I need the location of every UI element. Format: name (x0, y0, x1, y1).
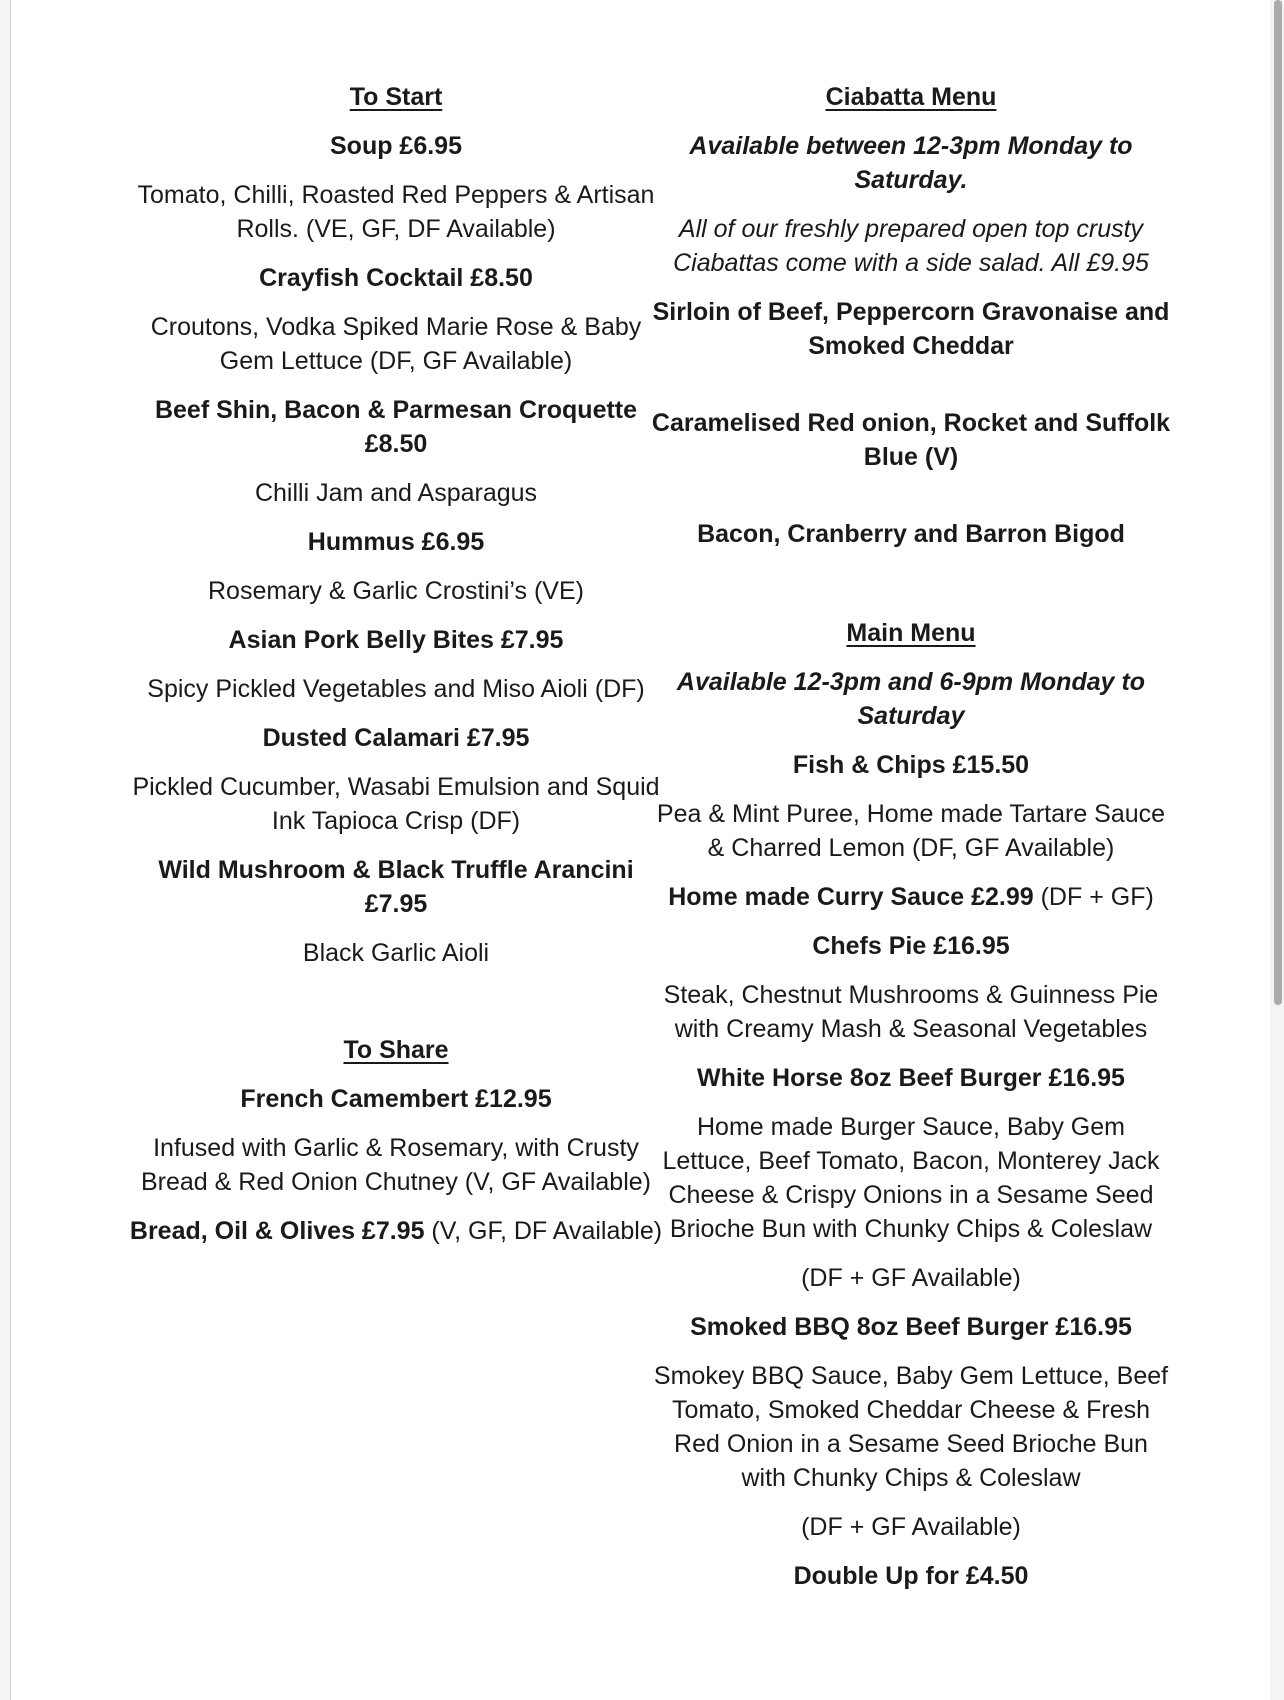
menu-item-line (129, 1214, 663, 1248)
to-share-heading: To Share (343, 1036, 449, 1064)
menu-item-line (651, 880, 1171, 914)
main-menu-heading: Main Menu (846, 619, 976, 647)
left-column (129, 80, 663, 1263)
menu-item-description: Pickled Cucumber, Wasabi Emulsion and Squid Ink Tapioca Crisp (DF) (132, 773, 660, 835)
menu-item-name: Hummus £6.95 (307, 528, 485, 556)
menu-item-name: Smoked BBQ 8oz Beef Burger £16.95 (690, 1313, 1132, 1341)
double-up-offer: Double Up for £4.50 (793, 1562, 1029, 1590)
section-spacer (651, 566, 1171, 616)
main-menu-availability: Available 12-3pm and 6-9pm Monday to Saturday (676, 668, 1146, 730)
to-start-heading: To Start (349, 83, 443, 111)
menu-item-dietary-note: (V, GF, DF Available) (424, 1217, 663, 1245)
menu-item-name: Chefs Pie £16.95 (812, 932, 1010, 960)
menu-item-name: White Horse 8oz Beef Burger £16.95 (697, 1064, 1125, 1092)
item-spacer (651, 489, 1171, 517)
menu-item-dietary-note: (DF + GF Available) (801, 1513, 1021, 1541)
right-column (651, 80, 1171, 1608)
menu-item-description: Chilli Jam and Asparagus (254, 479, 538, 507)
ciabatta-heading: Ciabatta Menu (825, 83, 997, 111)
menu-item-name: Fish & Chips £15.50 (792, 751, 1030, 779)
ciabatta-item: Caramelised Red onion, Rocket and Suffolk Blue (V) (651, 409, 1171, 471)
menu-item-dietary-note: (DF + GF Available) (801, 1264, 1021, 1292)
menu-item-description: Tomato, Chilli, Roasted Red Peppers & Artisan Rolls. (VE, GF, DF Available) (137, 181, 655, 243)
menu-item-description: Spicy Pickled Vegetables and Miso Aioli (DF) (147, 675, 645, 703)
menu-item-description: Smokey BBQ Sauce, Baby Gem Lettuce, Beef Tomato, Smoked Cheddar Cheese & Fresh Red Onion in a Sesame Seed Brioche Bun with Chunky Chips & Coleslaw (653, 1362, 1169, 1492)
menu-item-name: Beef Shin, Bacon & Parmesan Croquette £8.50 (154, 396, 638, 458)
menu-item-description: Infused with Garlic & Rosemary, with Crusty Bread & Red Onion Chutney (V, GF Available) (140, 1134, 651, 1196)
menu-item-name: Soup £6.95 (330, 132, 462, 160)
scrollbar-thumb[interactable] (1274, 0, 1282, 1005)
menu-item-description: Croutons, Vodka Spiked Marie Rose & Baby Gem Lettuce (DF, GF Available) (150, 313, 642, 375)
menu-item-description: Steak, Chestnut Mushrooms & Guinness Pie with Creamy Mash & Seasonal Vegetables (663, 981, 1159, 1043)
scrollbar-track[interactable] (1270, 0, 1284, 1700)
menu-item-description: Black Garlic Aioli (302, 939, 490, 967)
menu-item-name: Home made Curry Sauce £2.99 (668, 883, 1034, 911)
item-spacer (651, 378, 1171, 406)
menu-item-name: Asian Pork Belly Bites £7.95 (228, 626, 564, 654)
menu-item-name: Bread, Oil & Olives £7.95 (129, 1217, 425, 1245)
ciabatta-intro: All of our freshly prepared open top crusty Ciabattas come with a side salad. All £9.95 (673, 215, 1149, 277)
menu-item-description: Pea & Mint Puree, Home made Tartare Sauce & Charred Lemon (DF, GF Available) (656, 800, 1166, 862)
menu-item-description: Home made Burger Sauce, Baby Gem Lettuce, Beef Tomato, Bacon, Monterey Jack Cheese & Crispy Onions in a Sesame Seed Brioche Bun with Chunky Chips & Coleslaw (662, 1113, 1160, 1243)
ciabatta-availability: Available between 12-3pm Monday to Saturday. (689, 132, 1133, 194)
menu-item-name: Dusted Calamari £7.95 (262, 724, 530, 752)
menu-item-name: French Camembert £12.95 (240, 1085, 552, 1113)
menu-item-name: Crayfish Cocktail £8.50 (259, 264, 533, 292)
ciabatta-item: Sirloin of Beef, Peppercorn Gravonaise and Smoked Cheddar (652, 298, 1170, 360)
ciabatta-item: Bacon, Cranberry and Barron Bigod (697, 520, 1125, 548)
menu-item-name: Wild Mushroom & Black Truffle Arancini £7.95 (158, 856, 634, 918)
menu-page (10, 0, 1276, 1700)
menu-item-dietary-note: (DF + GF) (1033, 883, 1154, 911)
menu-item-description: Rosemary & Garlic Crostini’s (VE) (207, 577, 584, 605)
section-spacer (129, 985, 663, 1033)
